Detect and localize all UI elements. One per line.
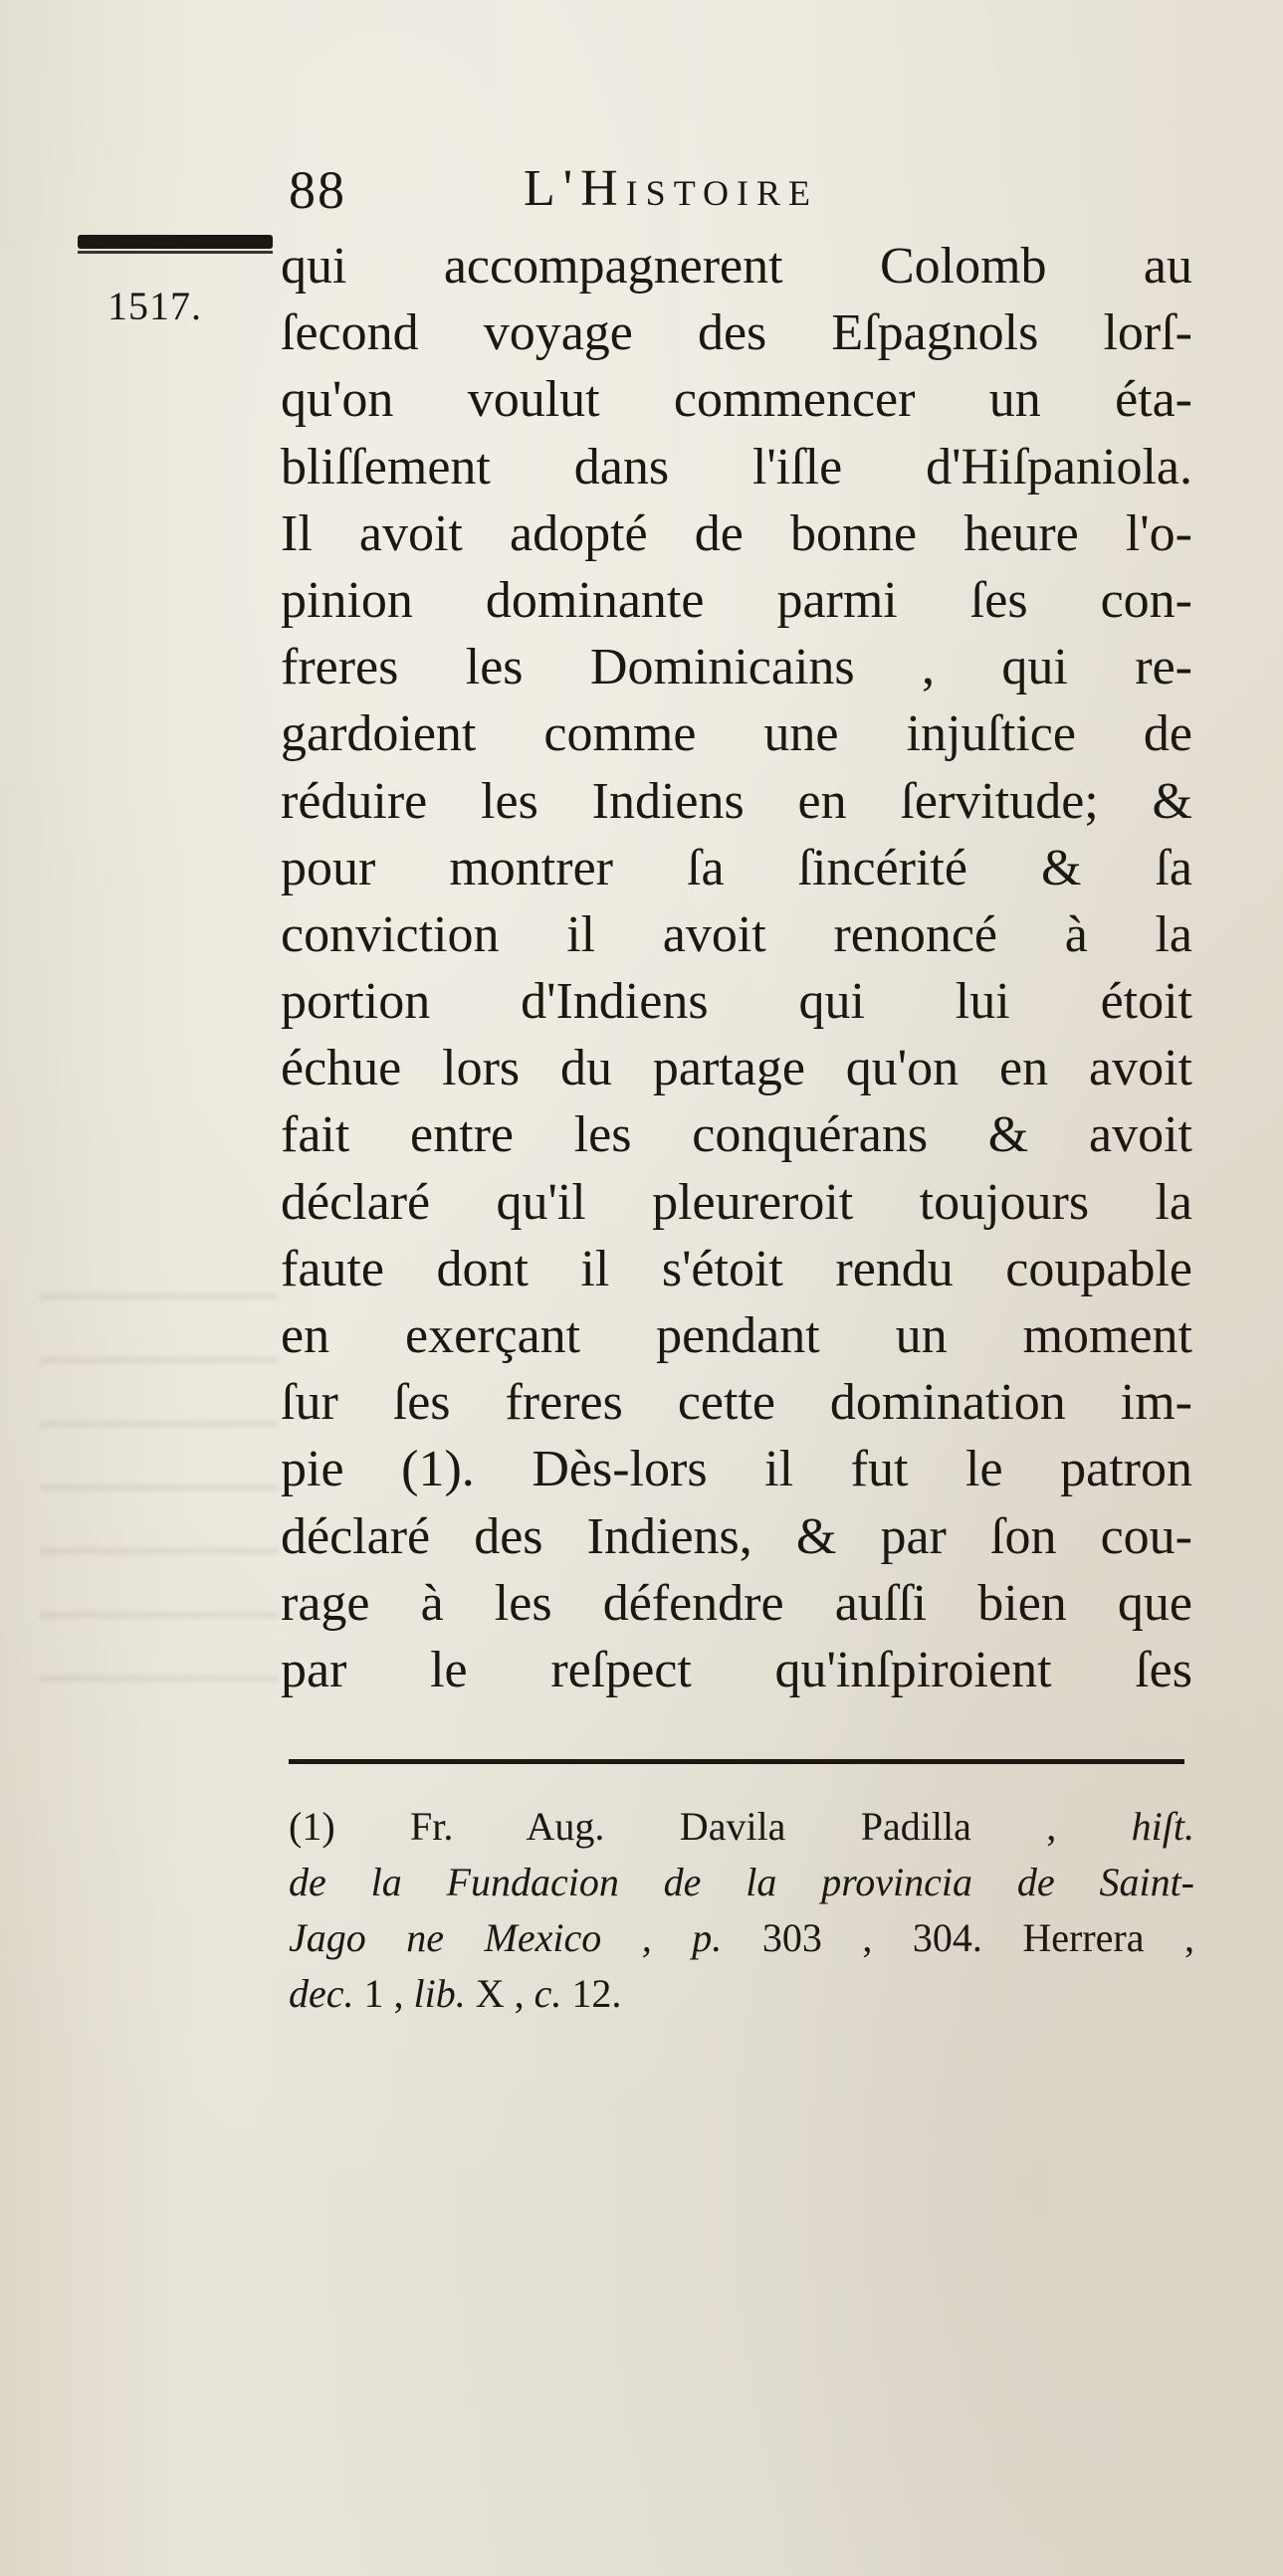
text-line: échue lors du partage qu'on en avoit [281, 1040, 1192, 1097]
footnote-line [289, 1799, 1194, 1855]
text-line: qui accompagnerent Colomb au [281, 238, 1192, 295]
show-through-marks [40, 1293, 279, 1711]
text-line: ſur ſes freres cette domination im- [281, 1374, 1192, 1432]
text-line: conviction il avoit renoncé à la [281, 905, 1192, 963]
page-number: 88 [289, 160, 346, 220]
footnote-text: 303 , 304. Herrera , [761, 1915, 1194, 1960]
footnote-rule [289, 1759, 1184, 1764]
text-line: déclaré des Indiens, & par ſon cou- [281, 1507, 1192, 1565]
text-line: fait entre les conquérans & avoit [281, 1106, 1192, 1164]
footnote-text: (1) Fr. Aug. Davila Padilla , [289, 1804, 1057, 1849]
page-header [289, 159, 946, 229]
running-title: L'Histoire [524, 160, 819, 217]
footnote-italic: lib. [413, 1971, 466, 2016]
text-line: en exerçant pendant un moment [281, 1307, 1192, 1364]
text-line: par le reſpect qu'inſpiroient ſes [281, 1641, 1192, 1698]
footnote [289, 1799, 1194, 2022]
footnote-italic: hiſt. [1131, 1804, 1194, 1849]
text-line: pinion dominante parmi ſes con- [281, 571, 1192, 629]
margin-year-note: 1517. [107, 284, 202, 328]
text-line: rage à les défendre auſſi bien que [281, 1574, 1192, 1632]
body-text [281, 233, 1192, 1703]
footnote-text: 12. [571, 1971, 622, 2016]
footnote-line [289, 1966, 1194, 2022]
text-line: réduire les Indiens en ſervitude; & [281, 772, 1192, 830]
text-line: bliſſement dans l'iſle d'Hiſpaniola. [281, 438, 1192, 495]
text-line: ſecond voyage des Eſpagnols lorſ- [281, 304, 1192, 362]
text-line: freres les Dominicains , qui re- [281, 639, 1192, 696]
footnote-italic: de la Fundacion de la provincia de Saint- [289, 1860, 1194, 1904]
text-line: Il avoit adopté de bonne heure l'o- [281, 504, 1192, 562]
text-line: faute dont il s'étoit rendu coupable [281, 1240, 1192, 1297]
text-line: qu'on voulut commencer un éta- [281, 371, 1192, 429]
text-line: pie (1). Dès-lors il fut le patron [281, 1441, 1192, 1498]
text-line: gardoient comme une injuſtice de [281, 705, 1192, 763]
footnote-italic: c. [534, 1971, 562, 2016]
footnote-line [289, 1910, 1194, 1966]
footnote-text: X , [475, 1971, 525, 2016]
footnote-italic: dec. [289, 1971, 354, 2016]
margin-rule [78, 235, 273, 249]
text-line: pour montrer ſa ſincérité & ſa [281, 839, 1192, 896]
footnote-italic: Jago ne Mexico , p. [289, 1915, 723, 1960]
footnote-line [289, 1855, 1194, 1910]
footnote-text: 1 , [363, 1971, 404, 2016]
text-line: déclaré qu'il pleureroit toujours la [281, 1173, 1192, 1231]
margin-rule-thin [78, 251, 273, 254]
text-line: portion d'Indiens qui lui étoit [281, 973, 1192, 1031]
